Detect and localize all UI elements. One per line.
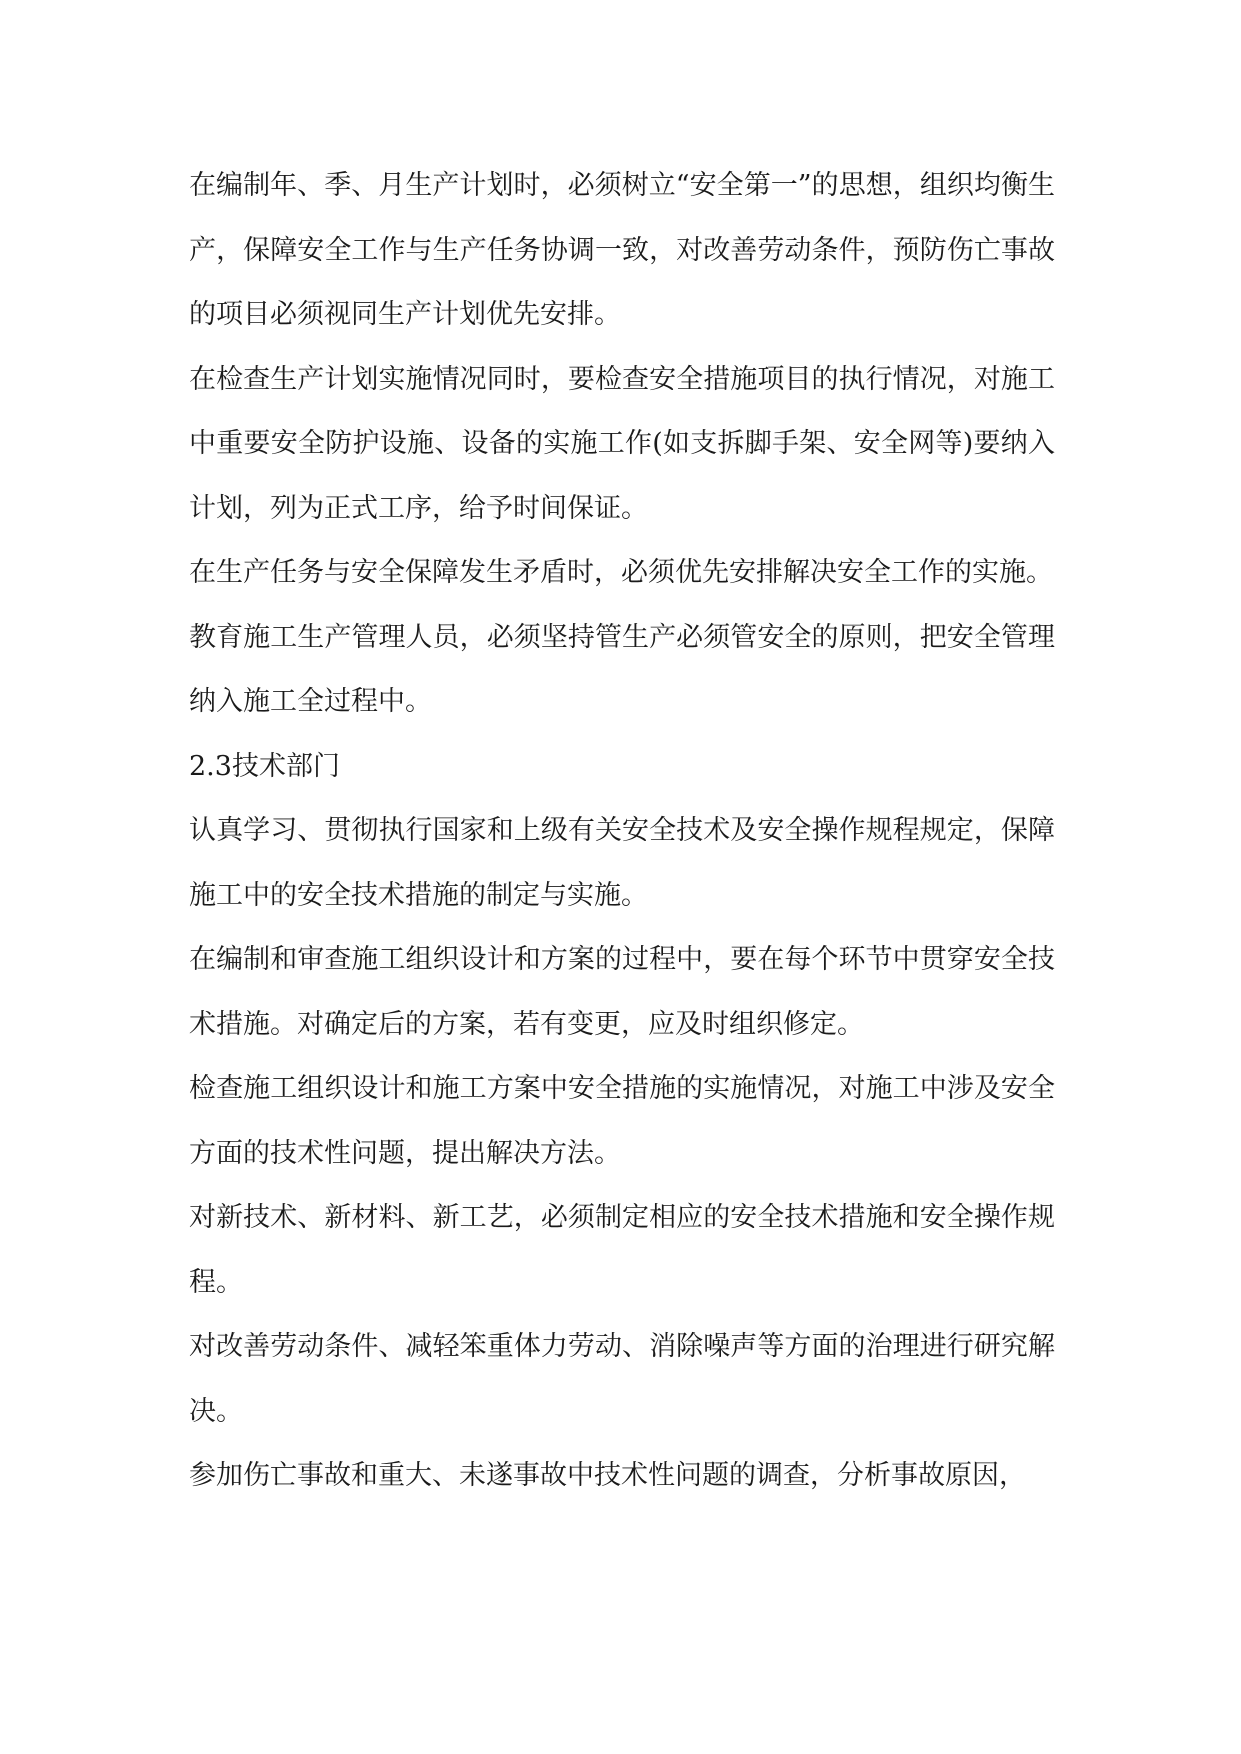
paragraph-plan-inspection: 在检查生产计划实施情况同时，要检查安全措施项目的执行情况，对施工中重要安全防护设施、设备的实施工作(如支拆脚手架、安全网等)要纳入计划，列为正式工序，给予时间保证。 — [189, 363, 1055, 524]
document-body — [189, 154, 1055, 1509]
paragraph-regulations-study: 认真学习、贯彻执行国家和上级有关安全技术及安全操作规程规定，保障施工中的安全技术措施的制定与实施。 — [189, 815, 1055, 911]
section-heading-technical-department: 2.3技术部门 — [189, 750, 340, 782]
paragraph-labor-conditions: 对改善劳动条件、减轻笨重体力劳动、消除噪声等方面的治理进行研究解决。 — [189, 1331, 1055, 1427]
paragraph-management-education: 教育施工生产管理人员，必须坚持管生产必须管安全的原则，把安全管理纳入施工全过程中。 — [189, 621, 1055, 717]
paragraph-safety-priority: 在生产任务与安全保障发生矛盾时，必须优先安排解决安全工作的实施。 — [189, 557, 1053, 588]
paragraph-design-review: 在编制和审查施工组织设计和方案的过程中，要在每个环节中贯穿安全技术措施。对确定后的方案，若有变更，应及时组织修定。 — [189, 944, 1055, 1040]
paragraph-accident-investigation: 参加伤亡事故和重大、未遂事故中技术性问题的调查，分析事故原因， — [189, 1460, 1026, 1491]
paragraph-new-technology: 对新技术、新材料、新工艺，必须制定相应的安全技术措施和安全操作规程。 — [189, 1202, 1055, 1298]
paragraph-production-plan: 在编制年、季、月生产计划时，必须树立“安全第一”的思想，组织均衡生产，保障安全工作与生产任务协调一致，对改善劳动条件，预防伤亡事故的项目必须视同生产计划优先安排。 — [189, 170, 1055, 330]
paragraph-measure-inspection: 检查施工组织设计和施工方案中安全措施的实施情况，对施工中涉及安全方面的技术性问题，提出解决方法。 — [189, 1073, 1055, 1169]
